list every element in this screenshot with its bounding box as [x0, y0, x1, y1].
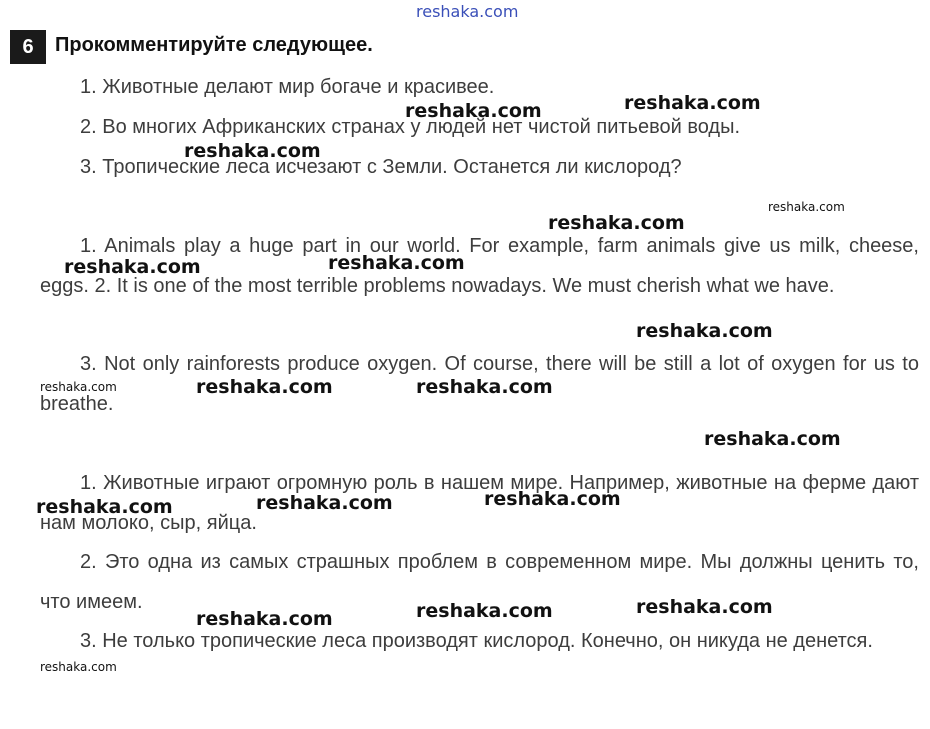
watermark-overlay: reshaka.com	[405, 100, 542, 122]
exercise-number-badge: 6	[10, 30, 46, 64]
watermark-overlay: reshaka.com	[40, 660, 117, 674]
answer-en-1: 1. Animals play a huge part in our world. For example, farm animals give us milk, cheese, eggs. 2. It is one of the most terrible problems nowadays. We must cherish what we have.	[40, 235, 919, 297]
watermark-overlay: reshaka.com	[64, 256, 201, 278]
exercise-title: Прокомментируйте следующее.	[55, 34, 373, 56]
watermark-overlay: reshaka.com	[328, 252, 465, 274]
watermark-overlay: reshaka.com	[636, 320, 773, 342]
watermark-overlay: reshaka.com	[416, 600, 553, 622]
answer-ru-1: 1. Животные играют огромную роль в нашем мире. Например, животные на ферме дают нам молоко, сыр, яйца.	[40, 472, 919, 534]
watermark-overlay: reshaka.com	[40, 380, 117, 394]
answer-en-2: 3. Not only rainforests produce oxygen. Of course, there will be still a lot of oxygen for us to breathe.	[40, 353, 919, 415]
watermark-overlay: reshaka.com	[256, 492, 393, 514]
answer-ru-3: 3. Не только тропические леса производят кислород. Конечно, он никуда не денется.	[80, 630, 873, 652]
statement-3: 3. Тропические леса исчезают с Земли. Останется ли кислород?	[80, 156, 682, 178]
watermark-overlay: reshaka.com	[196, 608, 333, 630]
watermark-overlay: reshaka.com	[484, 488, 621, 510]
statement-2: 2. Во многих Африканских странах у людей нет чистой питьевой воды.	[80, 116, 741, 138]
statement-1: 1. Животные делают мир богаче и красивее.	[80, 76, 495, 98]
watermark-overlay: reshaka.com	[768, 200, 845, 214]
watermark-overlay: reshaka.com	[36, 496, 173, 518]
watermark-overlay: reshaka.com	[196, 376, 333, 398]
answer-ru-2: 2. Это одна из самых страшных проблем в современном мире. Мы должны ценить то, что имеем.	[40, 551, 919, 613]
watermark-overlay: reshaka.com	[548, 212, 685, 234]
watermark-overlay: reshaka.com	[704, 428, 841, 450]
watermark-overlay: reshaka.com	[416, 376, 553, 398]
watermark-overlay: reshaka.com	[624, 92, 761, 114]
watermark-overlay: reshaka.com	[636, 596, 773, 618]
watermark-text: reshaka.com	[416, 2, 519, 21]
watermark-overlay: reshaka.com	[184, 140, 321, 162]
